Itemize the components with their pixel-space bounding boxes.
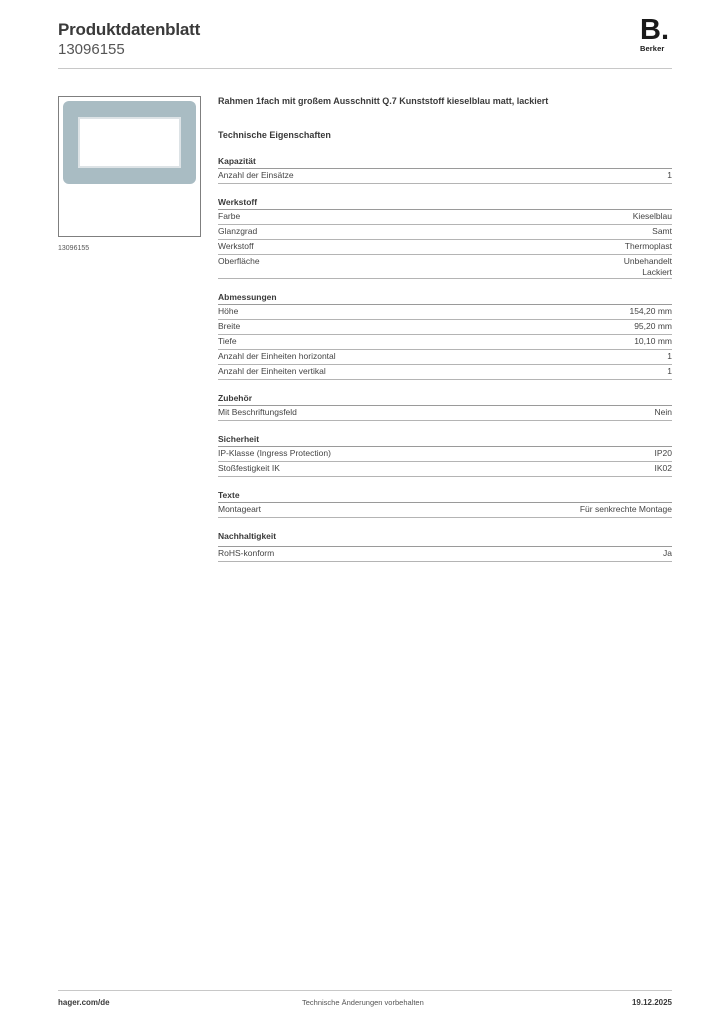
property-label: Glanzgrad [218, 226, 258, 236]
section [218, 197, 672, 279]
property-value [624, 256, 672, 278]
property-value-line: 10,10 mm [634, 336, 672, 346]
property-label: Tiefe [218, 336, 237, 346]
header-divider [58, 68, 672, 69]
technical-properties-heading: Technische Eigenschaften [218, 130, 331, 140]
property-value [667, 170, 672, 181]
property-value-line: IP20 [654, 448, 672, 458]
property-row [218, 169, 672, 184]
property-value-line: 1 [667, 366, 672, 376]
section [218, 490, 672, 518]
property-value-line: Unbehandelt [623, 256, 672, 266]
footer-divider [58, 990, 672, 991]
section [218, 292, 672, 380]
section-title: Abmessungen [218, 292, 672, 305]
footer-date: 19.12.2025 [631, 998, 672, 1007]
property-label: Montageart [218, 504, 261, 514]
document-title: Produktdatenblatt [58, 20, 201, 39]
property-value-line: 1 [667, 170, 672, 180]
section-title: Werkstoff [218, 197, 672, 210]
property-row [218, 547, 672, 562]
property-row [218, 447, 672, 462]
frame-illustration [63, 101, 196, 184]
property-row [218, 462, 672, 477]
property-value [634, 336, 672, 347]
property-label: Breite [218, 321, 241, 331]
property-label: Mit Beschriftungsfeld [218, 407, 297, 417]
footer-website: hager.com/de [58, 998, 110, 1007]
property-value [655, 448, 673, 459]
property-value-line: 154,20 mm [629, 306, 672, 316]
property-row [218, 320, 672, 335]
product-image-caption: 13096155 [58, 245, 90, 252]
section-title: Kapazität [218, 156, 672, 169]
property-label: Anzahl der Einheiten vertikal [218, 366, 326, 376]
property-value [580, 504, 672, 515]
product-image [58, 96, 201, 237]
property-value [663, 548, 672, 559]
property-value [655, 407, 672, 418]
property-value [629, 306, 672, 317]
properties-sections [218, 156, 672, 562]
property-label: Oberfläche [218, 256, 260, 266]
property-row [218, 335, 672, 350]
property-value-line: Für senkrechte Montage [579, 504, 672, 514]
frame-cutout [78, 117, 181, 168]
article-number: 13096155 [58, 41, 125, 58]
logo-word: Berker [640, 44, 665, 53]
property-value-line: Thermoplast [624, 241, 672, 251]
property-label: Werkstoff [218, 241, 254, 251]
property-value [633, 211, 672, 222]
logo-letter: B. [640, 14, 669, 46]
property-value [655, 463, 673, 474]
section [218, 156, 672, 184]
property-label: Farbe [218, 211, 241, 221]
section [218, 393, 672, 421]
berker-logo [640, 14, 676, 55]
footer-disclaimer: Technische Änderungen vorbehalten [302, 998, 424, 1007]
property-row [218, 503, 672, 518]
property-label: Anzahl der Einsätze [218, 170, 294, 180]
property-row [218, 365, 672, 380]
section [218, 531, 672, 562]
section-title: Sicherheit [218, 434, 672, 447]
property-value-line: Kieselblau [632, 211, 672, 221]
product-details [218, 96, 672, 562]
property-value [625, 241, 672, 252]
property-value-line: Lackiert [642, 267, 672, 277]
section-title: Zubehör [218, 393, 672, 406]
property-value-line: Nein [654, 407, 672, 417]
product-name: Rahmen 1fach mit großem Ausschnitt Q.7 Kunststoff kieselblau matt, lackiert [218, 96, 549, 106]
property-label: Höhe [218, 306, 239, 316]
property-row [218, 225, 672, 240]
section-title: Nachhaltigkeit [218, 531, 672, 547]
property-row [218, 350, 672, 365]
property-value [667, 366, 672, 377]
document-header [58, 20, 200, 59]
property-value [667, 351, 672, 362]
property-value-line: 1 [667, 351, 672, 361]
property-value-line: IK02 [654, 463, 672, 473]
property-label: Stoßfestigkeit IK [218, 463, 280, 473]
section-title: Texte [218, 490, 672, 503]
property-value-line: Ja [663, 548, 672, 558]
property-value [652, 226, 672, 237]
property-value-line: 95,20 mm [634, 321, 672, 331]
property-row [218, 210, 672, 225]
property-label: Anzahl der Einheiten horizontal [218, 351, 336, 361]
property-row [218, 305, 672, 320]
property-row [218, 255, 672, 279]
property-label: RoHS-konform [218, 548, 275, 558]
property-label: IP-Klasse (Ingress Protection) [218, 448, 331, 458]
property-value [634, 321, 672, 332]
property-row [218, 406, 672, 421]
property-row [218, 240, 672, 255]
section [218, 434, 672, 477]
property-value-line: Samt [652, 226, 672, 236]
